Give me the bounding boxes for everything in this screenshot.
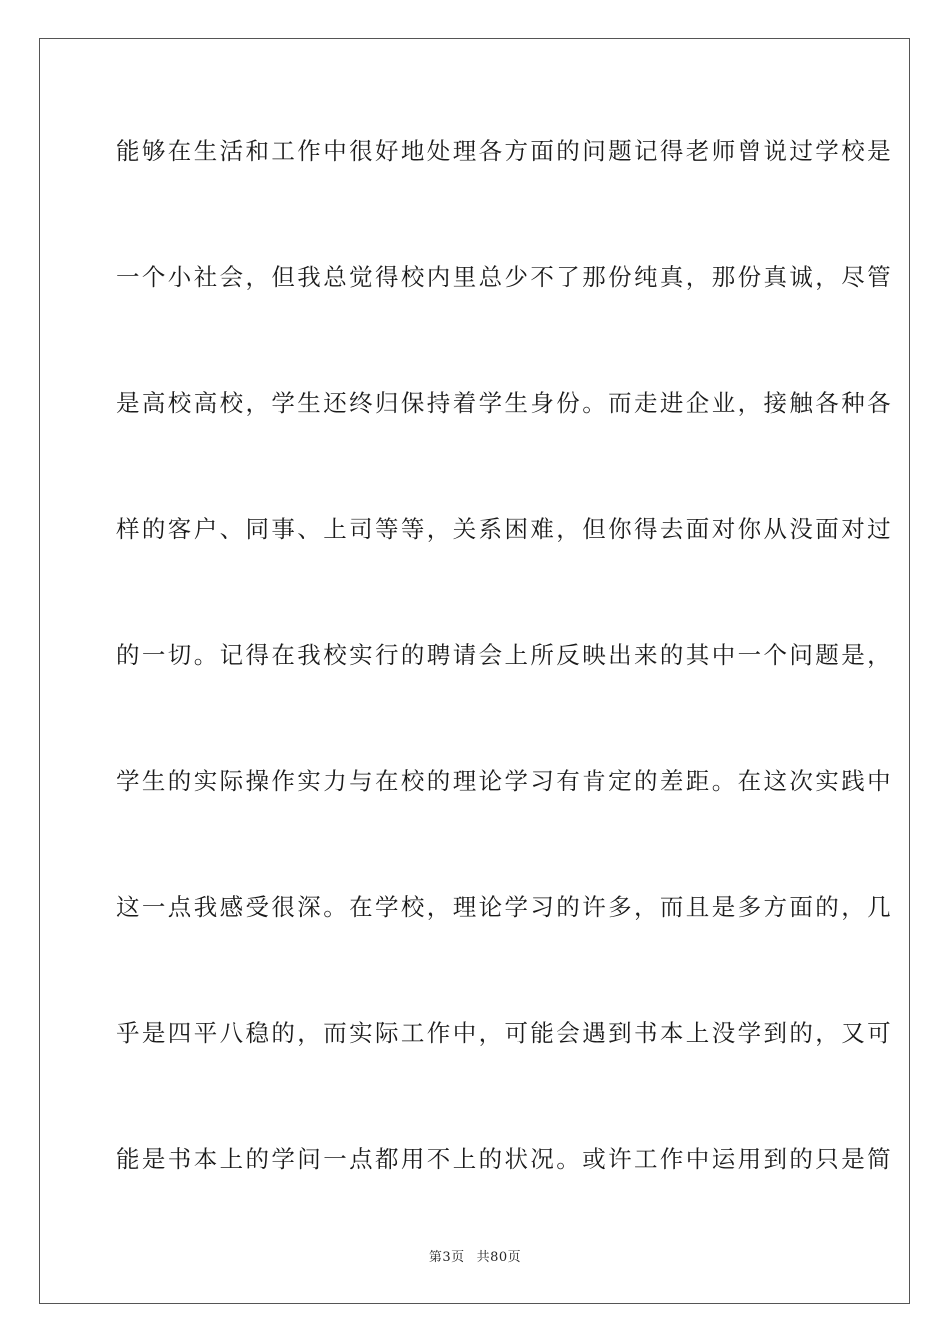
text-line: 的一切。记得在我校实行的聘请会上所反映出来的其中一个问题是， <box>116 641 893 669</box>
text-line: 一个小社会，但我总觉得校内里总少不了那份纯真，那份真诚，尽管 <box>116 263 893 291</box>
text-line: 能够在生活和工作中很好地处理各方面的问题记得老师曾说过学校是 <box>116 137 893 165</box>
page-number: 第3页 <box>428 1250 465 1265</box>
body-text <box>116 128 893 1262</box>
page-total: 共80页 <box>476 1250 522 1265</box>
text-line: 能是书本上的学问一点都用不上的状况。或许工作中运用到的只是简 <box>116 1145 893 1173</box>
text-line: 这一点我感受很深。在学校，理论学习的许多，而且是多方面的，几 <box>116 893 893 921</box>
text-line: 学生的实际操作实力与在校的理论学习有肯定的差距。在这次实践中 <box>116 767 893 795</box>
text-line: 是高校高校，学生还终归保持着学生身份。而走进企业，接触各种各 <box>116 389 893 417</box>
page-footer <box>0 1246 950 1265</box>
text-line: 乎是四平八稳的，而实际工作中，可能会遇到书本上没学到的，又可 <box>116 1019 893 1047</box>
text-line: 样的客户、同事、上司等等，关系困难，但你得去面对你从没面对过 <box>116 515 893 543</box>
